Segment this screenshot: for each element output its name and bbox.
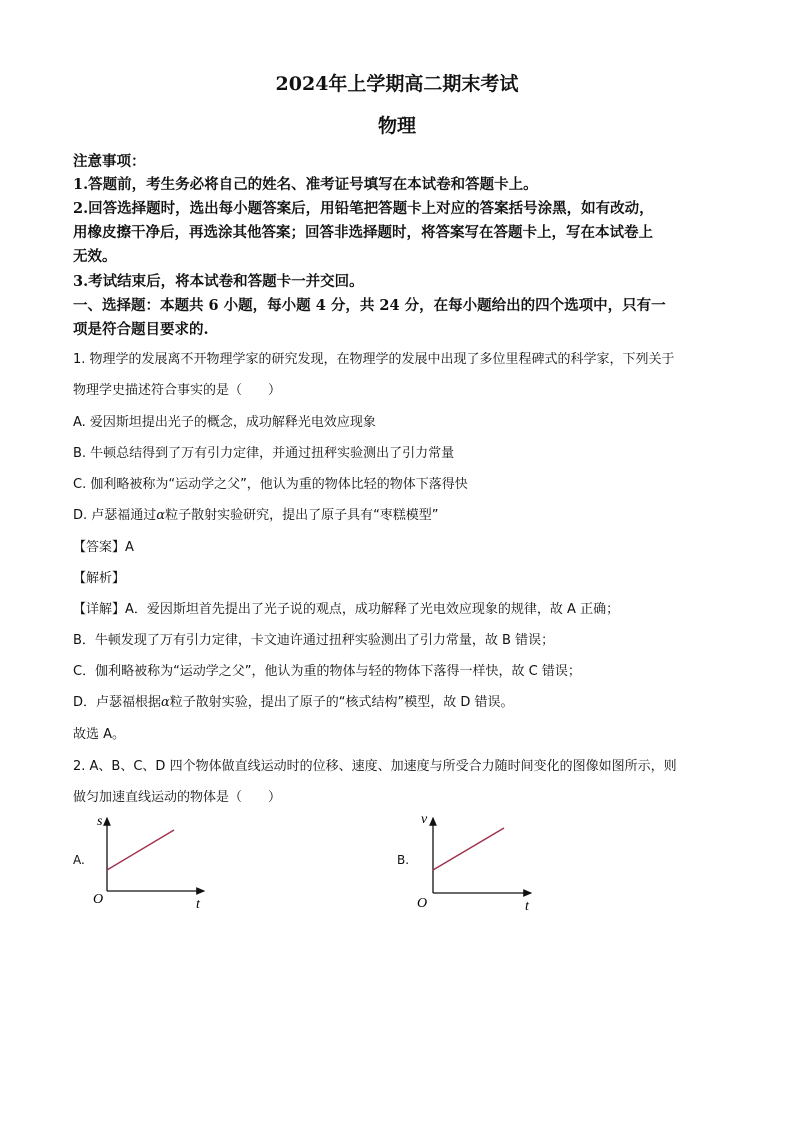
exam-title: 2024年上学期高二期末考试 [275,73,519,95]
graph-a-line [107,830,174,870]
graph-b-origin: O [417,896,428,911]
q1-option-a: A. 爱因斯坦提出光子的概念，成功解释光电效应现象 [73,415,376,430]
notice-item-2-cont: 用橡皮擦干净后，再选涂其他答案；回答非选择题时，将答案写在答题卡上，写在本试卷上 [73,224,653,241]
q1-detail-d-pre: D．卢瑟福根据 [73,695,162,710]
notice-item-3: 3.考试结束后，将本试卷和答题卡一并交回。 [73,273,364,290]
exam-subject: 物理 [377,115,416,137]
q2-stem-line1: 2. A、B、C、D 四个物体做直线运动时的位移、速度、加速度与所受合力随时间变化的图像如图所示，则 [73,759,677,774]
detail-a-text: A．爱因斯坦首先提出了光子说的观点，成功解释了光电效应现象的规律，故 A 正确； [125,602,620,617]
detail-tag: 【详解】 [73,602,126,617]
graph-a-label: A. [73,853,85,867]
graph-a-y-label: s [97,814,103,829]
q1-stem-line2: 物理学史描述符合事实的是（ ） [73,383,282,398]
answer-value: A [125,540,134,555]
graph-b-label: B. [397,853,410,867]
graph-b-y-label: v [421,812,428,827]
notice-item-1: 1.答题前，考生务必将自己的姓名、准考证号填写在本试卷和答题卡上。 [73,176,538,193]
q2-stem-line2: 做匀加速直线运动的物体是（ ） [73,790,282,805]
q1-stem-line1: 1. 物理学的发展离不开物理学家的研究发现，在物理学的发展中出现了多位里程碑式的科学家，下列关于 [73,352,675,367]
q1-option-c: C. 伽利略被称为“运动学之父”，他认为重的物体比轻的物体下落得快 [73,477,468,492]
q1-option-d [73,504,439,523]
graph-a [88,808,218,913]
alpha-symbol: α [156,508,166,523]
section-heading-line2: 项是符合题目要求的. [73,321,209,338]
graph-b-x-label: t [525,899,529,914]
q1-option-d-pre: D. 卢瑟福通过 [73,508,157,523]
q1-option-d-post: 粒子散射实验研究，提出了原子具有“枣糕模型” [165,508,439,523]
graph-a-origin: O [93,892,104,907]
q1-detail-d-post: 粒子散射实验，提出了原子的“核式结构”模型，故 D 错误。 [169,695,514,710]
q1-answer [73,536,134,555]
q1-conclusion: 故选 A。 [73,727,126,742]
answer-tag: 【答案】 [73,540,126,555]
q1-detail-b: B．牛顿发现了万有引力定律，卡文迪许通过扭秤实验测出了引力常量，故 B 错误； [73,633,555,648]
q1-option-b: B. 牛顿总结得到了万有引力定律，并通过扭秤实验测出了引力常量 [73,446,455,461]
q1-detail-d [73,691,514,710]
q1-detail-c: C．伽利略被称为“运动学之父”，他认为重的物体与轻的物体下落得一样快，故 C 错误； [73,664,581,679]
section-heading-line1: 一、选择题：本题共 6 小题，每小题 4 分，共 24 分，在每小题给出的四个选项中，只有一 [73,297,666,314]
graph-b [413,806,543,916]
notice-item-2-end: 无效。 [73,248,117,265]
alpha-symbol: α [161,695,170,710]
graph-b-line [433,828,504,870]
notice-heading: 注意事项： [73,153,146,170]
q1-detail-a [73,598,619,617]
graph-a-x-label: t [196,897,200,912]
q1-analysis-tag: 【解析】 [73,571,126,586]
notice-item-2: 2.回答选择题时，选出每小题答案后，用铅笔把答题卡上对应的答案括号涂黑，如有改动， [73,200,654,217]
